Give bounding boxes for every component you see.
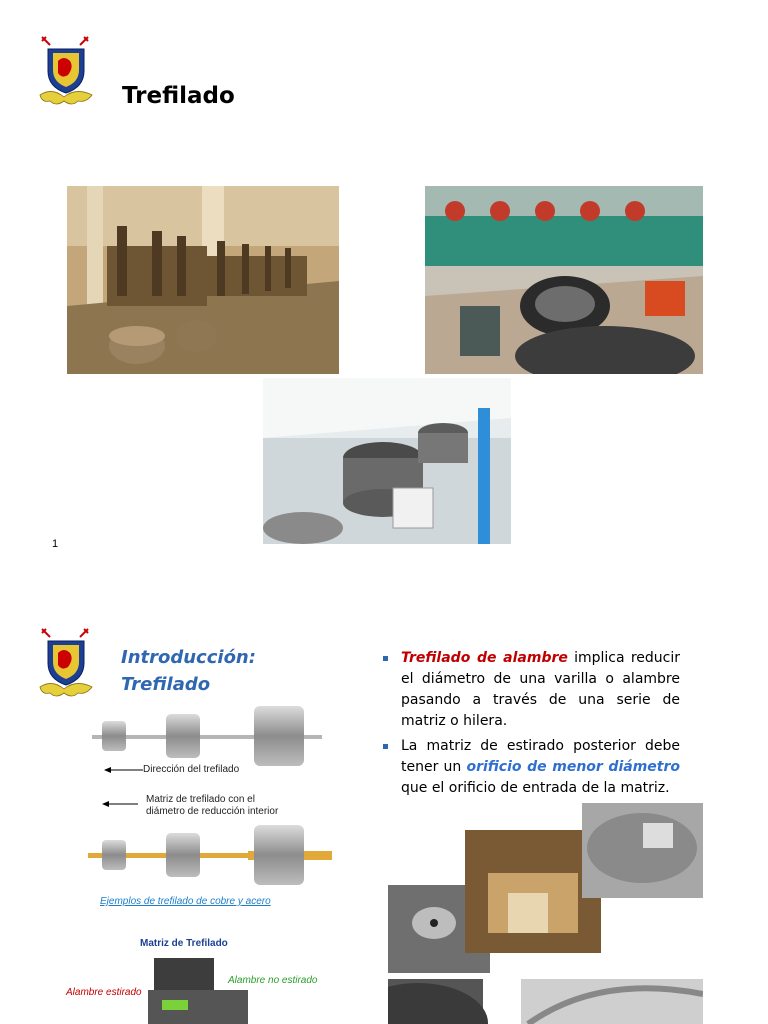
- bullet-emphasis: orificio de menor diámetro: [466, 759, 680, 775]
- die-label: [146, 794, 278, 818]
- bullet-list: [377, 648, 680, 803]
- university-crest-logo: [38, 627, 94, 699]
- bullet-square-icon: [383, 744, 388, 749]
- page-number: 1: [52, 538, 59, 550]
- slide-title: Trefilado: [122, 83, 235, 109]
- university-crest-logo: [38, 35, 94, 107]
- section-title-line1: Introducción:: [121, 647, 256, 668]
- historic-wire-drawing-mill-photo: [67, 186, 339, 374]
- direction-label: Dirección del trefilado: [143, 764, 240, 775]
- bullet-square-icon: [383, 656, 388, 661]
- die-label-line2: diámetro de reducción interior: [146, 806, 279, 817]
- die-label-line1: Matriz de trefilado con el: [146, 794, 255, 805]
- wire-drawing-diagram: [66, 700, 348, 1024]
- bullet-text: implica reducir el diámetro de una varilla o alambre pasando a través de una serie de matriz o hilera.: [401, 650, 680, 729]
- die-title: Matriz de Trefilado: [140, 938, 228, 949]
- drawn-wire-label: Alambre estirado: [66, 987, 142, 998]
- wire-drawing-machines-photo: [263, 378, 511, 544]
- undrawn-wire-label: Alambre no estirado: [228, 975, 318, 986]
- modern-wire-drawing-plant-photo: [425, 186, 703, 374]
- bullet-text-before: La matriz de estirado posterior debe tener un: [401, 738, 680, 775]
- wire-drawing-dies-photo-collage: [388, 803, 703, 1024]
- section-title-line2: Trefilado: [121, 674, 211, 695]
- section-title: [121, 644, 256, 698]
- examples-caption: Ejemplos de trefilado de cobre y acero: [100, 896, 271, 907]
- bullet-text-after: que el orificio de entrada de la matriz.: [401, 780, 670, 796]
- bullet-emphasis: Trefilado de alambre: [401, 650, 568, 666]
- bullet-item: [377, 736, 680, 799]
- bullet-item: [377, 648, 680, 732]
